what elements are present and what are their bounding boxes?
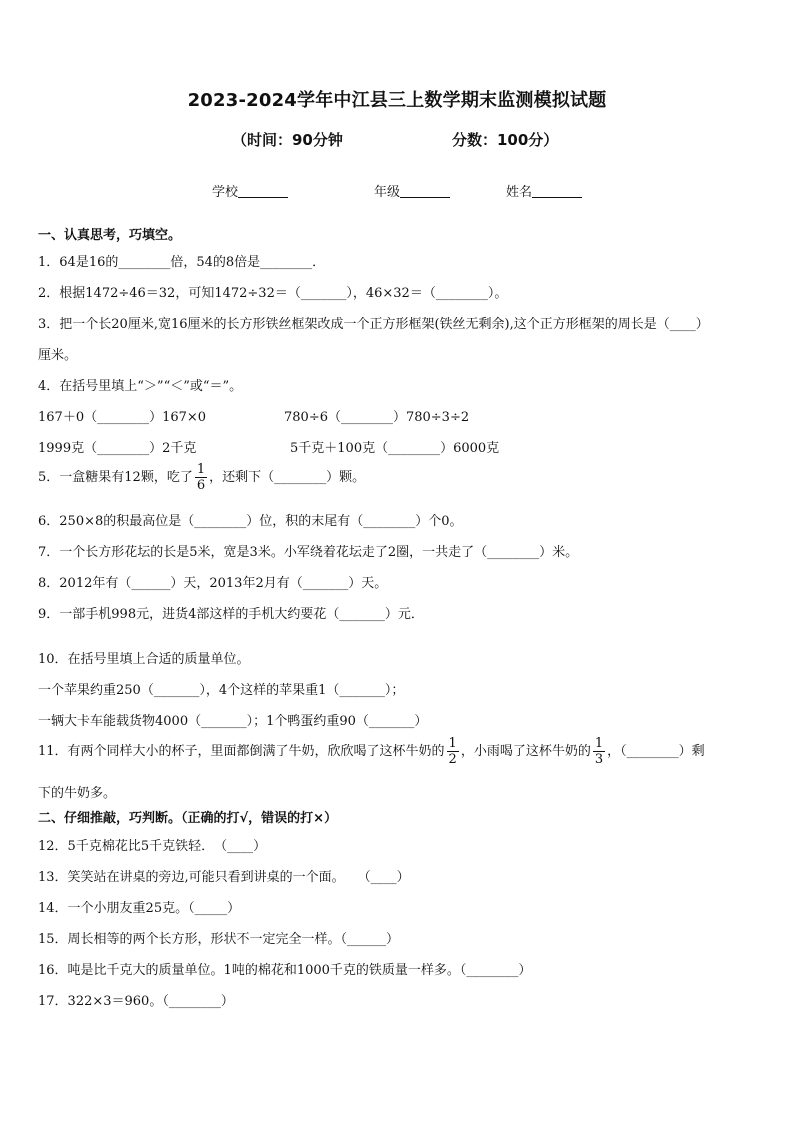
question-12: 12．5千克棉花比5千克铁轻． （____） — [38, 839, 267, 854]
section-2-heading: 二、仔细推敲，巧判断。（正确的打√，错误的打×） — [38, 811, 338, 826]
exam-time: （时间：90分钟 — [232, 131, 343, 149]
question-10-line-1: 一个苹果约重250（_______），4个这样的苹果重1（_______）； — [38, 683, 405, 698]
grade-field[interactable] — [374, 181, 450, 200]
exam-score: 分数：100分） — [452, 131, 559, 149]
question-11-text-c: ，（________）剩 — [607, 744, 705, 759]
question-5 — [38, 462, 365, 493]
question-7: 7．一个长方形花坛的长是5米，宽是3米。小军绕着花坛走了2圈，一共走了（________）米。 — [38, 545, 579, 560]
fraction-one-sixth — [195, 462, 207, 493]
fraction-denominator: 6 — [196, 478, 206, 493]
question-11-text-a: 11．有两个同样大小的杯子，里面都倒满了牛奶，欣欣喝了这杯牛奶的 — [38, 744, 445, 759]
question-10-line-2: 一辆大卡车能载货物4000（_______）；1个鸭蛋约重90（_______） — [38, 714, 428, 729]
fraction-one-half — [447, 736, 459, 767]
question-8: 8．2012年有（______）天，2013年2月有（_______）天。 — [38, 576, 388, 591]
fraction-one-third — [593, 736, 605, 767]
fraction-numerator: 1 — [594, 736, 604, 751]
school-field[interactable] — [212, 181, 288, 200]
question-4-item-a: 167＋0（________）167×0 — [38, 410, 207, 425]
question-16: 16．吨是比千克大的质量单位。1吨的棉花和1000千克的铁质量一样多。（________） — [38, 963, 532, 978]
name-field[interactable] — [506, 181, 582, 200]
question-4-item-c: 1999克（________）2千克 — [38, 441, 197, 456]
question-14: 14．一个小朋友重25克。（_____） — [38, 901, 241, 916]
question-5-text-a: 5．一盒糖果有12颗，吃了 — [38, 470, 193, 485]
question-6: 6．250×8的积最高位是（________）位，积的末尾有（________）个0。 — [38, 514, 463, 529]
question-2: 2．根据1472÷46＝32，可知1472÷32＝（_______），46×32＝（________）。 — [38, 286, 508, 301]
school-blank[interactable] — [238, 183, 288, 198]
fraction-numerator: 1 — [448, 736, 457, 751]
question-4-item-b: 780÷6（________）780÷3÷2 — [284, 410, 470, 425]
question-1: 1．64是16的________倍，54的8倍是________． — [38, 255, 326, 270]
question-11-text-b: ，小雨喝了这杯牛奶的 — [460, 744, 591, 759]
page-title: 2023-2024学年中江县三上数学期末监测模拟试题 — [187, 90, 607, 111]
name-blank[interactable] — [532, 183, 582, 198]
question-3-cont: 厘米。 — [38, 348, 78, 363]
question-15: 15．周长相等的两个长方形，形状不一定完全一样。（______） — [38, 932, 400, 947]
question-10: 10．在括号里填上合适的质量单位。 — [38, 652, 250, 667]
name-label: 姓名 — [506, 185, 533, 200]
section-1-heading: 一、认真思考，巧填空。 — [38, 228, 182, 243]
question-17: 17．322×3＝960。（________） — [38, 994, 234, 1009]
question-4: 4．在括号里填上“＞”“＜”或“＝”。 — [38, 379, 243, 394]
fraction-numerator: 1 — [196, 462, 206, 477]
grade-label: 年级 — [374, 185, 401, 200]
school-label: 学校 — [212, 185, 239, 200]
fraction-denominator: 3 — [594, 752, 604, 767]
question-11-cont: 下的牛奶多。 — [38, 786, 117, 801]
question-13: 13．笑笑站在讲桌的旁边,可能只看到讲桌的一个面。 （____） — [38, 870, 410, 885]
fraction-denominator: 2 — [448, 752, 457, 767]
question-3: 3．把一个长20厘米,宽16厘米的长方形铁丝框架改成一个正方形框架(铁丝无剩余),这个正方形框架的周长是（____） — [38, 317, 709, 332]
question-4-item-d: 5千克＋100克（________）6000克 — [290, 441, 500, 456]
grade-blank[interactable] — [400, 183, 450, 198]
question-11 — [38, 736, 705, 767]
question-5-text-b: ，还剩下（________）颗。 — [209, 470, 366, 485]
question-9: 9．一部手机998元，进货4部这样的手机大约要花（_______）元． — [38, 607, 424, 622]
